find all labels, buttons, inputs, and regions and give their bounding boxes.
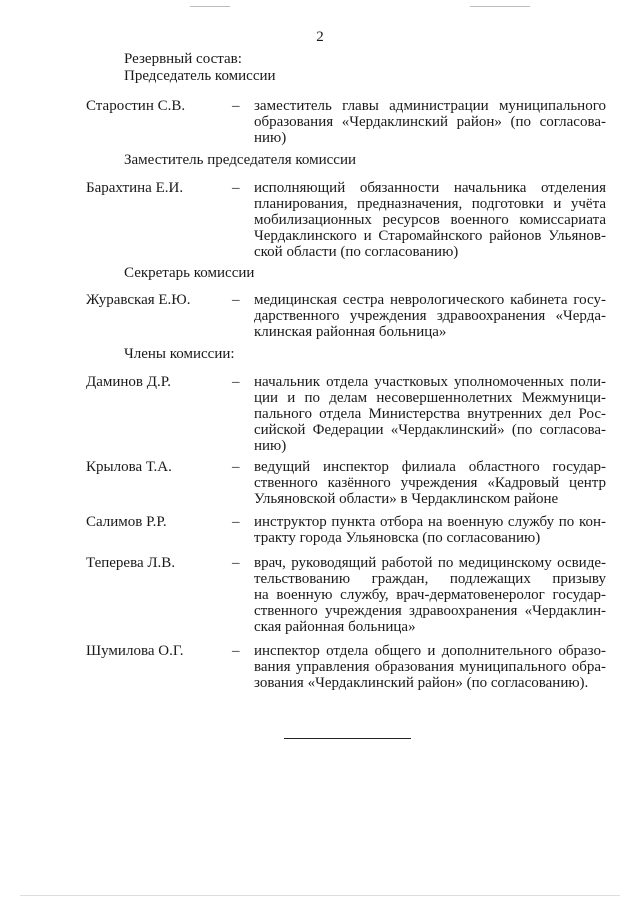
entry-dash: – [232, 98, 240, 114]
entry-description: врач, руководящий работой по медицинскому освиде- тельствованию граждан, подлежащих призыву на военную службу, врач-дерматовенеролог государ- ственного учреждения здравоохранения «Чердаклин- ская районная больница» [254, 555, 606, 635]
scan-artifact [190, 6, 230, 7]
entry-description: заместитель главы администрации муниципального образования «Чердаклинский район» (по согласова- нию) [254, 98, 606, 146]
entry-description: инспектор отдела общего и дополнительного образо- вания управления образования муниципального обра- зования «Чердаклинский район» (по согласованию). [254, 643, 606, 691]
entry-dash: – [232, 374, 240, 390]
entry-description: начальник отдела участковых уполномоченных поли- ции и по делам несовершеннолетних Межмуници- пального отдела Министерства внутренних дел Рос- сийской Федерации «Чердаклинский» (по согласова- нию) [254, 374, 606, 454]
entry-description: инструктор пункта отбора на военную службу по кон- тракту города Ульяновска (по согласованию) [254, 514, 606, 546]
entry-name: Салимов Р.Р. [86, 514, 167, 530]
entry-description: ведущий инспектор филиала областного государ- ственного казённого учреждения «Кадровый центр Ульяновской области» в Чердаклинском районе [254, 459, 606, 507]
page-number: 2 [316, 29, 324, 45]
entry-dash: – [232, 180, 240, 196]
entry-dash: – [232, 292, 240, 308]
entry-name: Даминов Д.Р. [86, 374, 171, 390]
entry-dash: – [232, 555, 240, 571]
deputy-heading: Заместитель председателя комиссии [124, 152, 357, 168]
entry-name: Шумилова О.Г. [86, 643, 184, 659]
entry-name: Барахтина Е.И. [86, 180, 184, 196]
entry-name: Журавская Е.Ю. [86, 292, 191, 308]
secretary-heading: Секретарь комиссии [124, 265, 255, 281]
entry-name: Теперева Л.В. [86, 555, 176, 571]
entry-dash: – [232, 459, 240, 475]
entry-description: исполняющий обязанности начальника отделения планирования, предназначения, подготовки и учёта мобилизационных ресурсов военного комиссариата Чердаклинского и Старомайнского районов Ульянов- ской области (по согласованию) [254, 180, 606, 260]
entry-dash: – [232, 514, 240, 530]
entry-description: медицинская сестра неврологического кабинета госу- дарственного учреждения здравоохранения «Черда- клинская районная больница» [254, 292, 606, 340]
entry-name: Старостин С.В. [86, 98, 186, 114]
end-divider-line [284, 738, 411, 739]
scan-artifact [470, 6, 530, 7]
entry-name: Крылова Т.А. [86, 459, 172, 475]
reserve-heading: Резервный состав: [124, 51, 242, 67]
entry-dash: – [232, 643, 240, 659]
members-heading: Члены комиссии: [124, 346, 235, 362]
chairman-heading: Председатель комиссии [124, 68, 276, 84]
scan-artifact [20, 895, 620, 896]
